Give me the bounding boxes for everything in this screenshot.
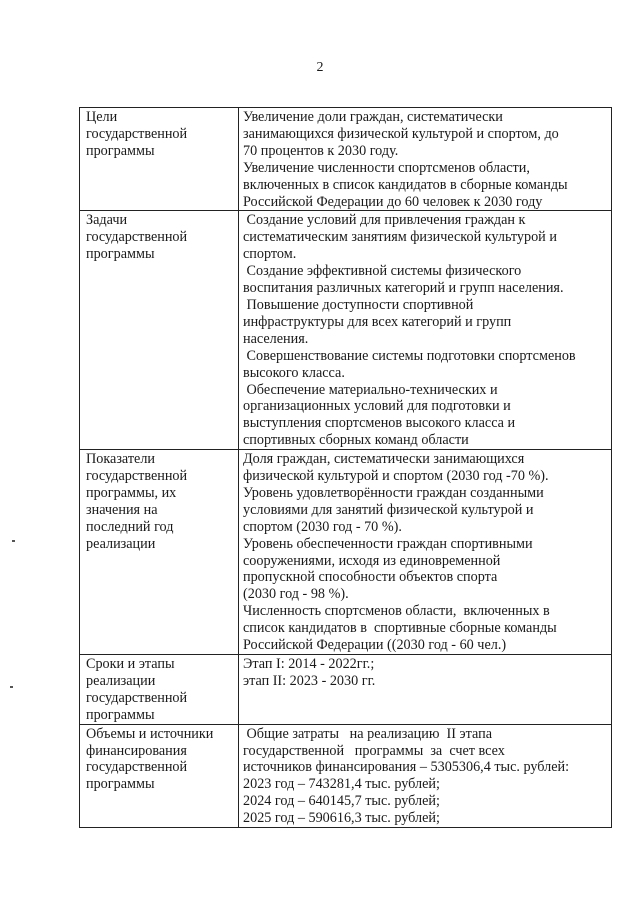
row-label-line: финансирования	[86, 742, 187, 759]
row-value-line: организационных условий для подготовки и	[243, 398, 511, 415]
row-label-line: государственной	[86, 125, 188, 142]
row-value-line: условиями для занятий физической культурой и	[243, 501, 534, 518]
row-label-line: значения на	[86, 501, 158, 518]
row-value-line: Доля граждан, систематически занимающихся	[243, 451, 525, 468]
row-value-line: инфраструктуры для всех категорий и групп	[243, 313, 512, 330]
row-value-line: список кандидатов в спортивные сборные команды	[243, 620, 557, 637]
row-value-line: выступления спортсменов высокого класса и	[243, 415, 516, 432]
row-value-line: Повышение доступности спортивной	[243, 296, 474, 313]
row-value-cell	[239, 724, 612, 827]
program-passport-table	[79, 107, 612, 828]
row-value-line: Увеличение численности спортсменов области,	[243, 159, 530, 176]
row-value-line: Уровень удовлетворённости граждан созданными	[243, 484, 544, 501]
row-label-line: государственной	[86, 689, 188, 706]
row-label-line: государственной	[86, 468, 188, 485]
row-value-line: Общие затраты на реализацию II этапа	[243, 725, 493, 742]
row-value-line: спортивных сборных команд области	[243, 432, 469, 449]
row-value-line: 2023 год – 743281,4 тыс. рублей;	[243, 776, 440, 793]
row-value-line: физической культурой и спортом (2030 год -70 %).	[243, 468, 549, 485]
row-value-line: населения.	[243, 330, 309, 347]
row-value-line: 70 процентов к 2030 году.	[243, 142, 399, 159]
table-row	[80, 655, 612, 725]
row-label-line: Показатели	[86, 451, 156, 468]
table-row	[80, 724, 612, 827]
row-label-cell	[80, 724, 239, 827]
row-value-line: систематическим занятиям физической культурой и	[243, 229, 557, 246]
row-label-line: программы	[86, 776, 155, 793]
row-value-line: (2030 год - 98 %).	[243, 586, 349, 603]
row-value-line: высокого класса.	[243, 364, 345, 381]
row-value-line: воспитания различных категорий и групп населения.	[243, 280, 564, 297]
table-row	[80, 450, 612, 655]
row-label-line: Объемы и источники	[86, 725, 214, 742]
table-body	[80, 108, 612, 828]
row-value-line: Создание эффективной системы физического	[243, 263, 522, 280]
row-value-line: Обеспечение материально-технических и	[243, 381, 498, 398]
row-value-line: Увеличение доли граждан, систематически	[243, 109, 503, 125]
row-value-line: включенных в список кандидатов в сборные команды	[243, 176, 568, 193]
row-value-cell	[239, 450, 612, 655]
row-label-cell	[80, 211, 239, 450]
row-label-line: программы	[86, 706, 155, 723]
row-label-line: государственной	[86, 759, 188, 776]
row-value-line: 2024 год – 640145,7 тыс. рублей;	[243, 793, 440, 810]
row-label-line: программы	[86, 142, 155, 159]
row-label-line: последний год	[86, 518, 174, 535]
row-value-line: спортом.	[243, 246, 297, 263]
row-label-line: реализации	[86, 535, 156, 552]
row-value-line: Российской Федерации до 60 человек к 2030 году	[243, 193, 543, 210]
table-row	[80, 211, 612, 450]
row-label-cell	[80, 655, 239, 725]
row-value-line: этап II: 2023 - 2030 гг.	[243, 672, 376, 689]
row-value-line: пропускной способности объектов спорта	[243, 569, 498, 586]
row-value-cell	[239, 655, 612, 725]
row-label-cell	[80, 108, 239, 211]
row-value-line: сооружениями, исходя из единовременной	[243, 552, 501, 569]
row-value-line: 2025 год – 590616,3 тыс. рублей;	[243, 810, 440, 827]
row-value-line: спортом (2030 год - 70 %).	[243, 518, 402, 535]
table-row	[80, 108, 612, 211]
row-label-line: Сроки и этапы	[86, 656, 175, 672]
row-value-line: занимающихся физической культурой и спортом, до	[243, 125, 559, 142]
row-value-line: Совершенствование системы подготовки спортсменов	[243, 347, 576, 364]
row-value-line: Российской Федерации ((2030 год - 60 чел.)	[243, 637, 507, 654]
row-label-cell	[80, 450, 239, 655]
scan-mark	[10, 686, 13, 688]
row-label-line: Цели	[86, 109, 118, 125]
row-label-line: реализации	[86, 672, 156, 689]
page-number: 2	[316, 60, 324, 75]
row-label-line: программы, их	[86, 484, 177, 501]
row-label-line: программы	[86, 246, 155, 263]
row-value-line: Этап I: 2014 - 2022гг.;	[243, 656, 375, 672]
row-label-line: государственной	[86, 229, 188, 246]
row-value-cell	[239, 108, 612, 211]
row-value-line: государственной программы за счет всех	[243, 742, 505, 759]
row-label-line: Задачи	[86, 212, 128, 229]
row-value-line: источников финансирования – 5305306,4 тыс. рублей:	[243, 759, 570, 776]
scan-mark	[12, 540, 15, 542]
row-value-line: Создание условий для привлечения граждан к	[243, 212, 526, 229]
row-value-cell	[239, 211, 612, 450]
row-value-line: Уровень обеспеченности граждан спортивными	[243, 535, 533, 552]
row-value-line: Численность спортсменов области, включенных в	[243, 603, 550, 620]
